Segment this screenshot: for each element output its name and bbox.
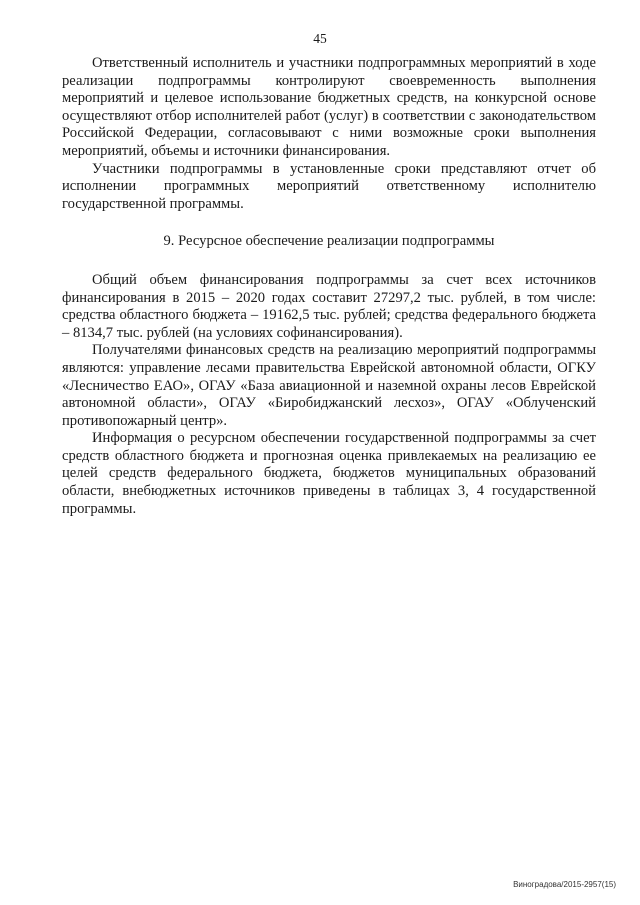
- section-heading: 9. Ресурсное обеспечение реализации подпрограммы: [163, 233, 495, 250]
- paragraph-total-financing: Общий объем финансирования подпрограммы за счет всех источников финансирования в 2015 – 2020 годах составит 27297,2 тыс. рублей, в том числе: средства областного бюджета – 19162,5 тыс. рублей; средства федерального бюджета – 8134,7 тыс. рублей (на условиях софинансирования).: [62, 271, 596, 341]
- paragraph-participants-report: Участники подпрограммы в установленные сроки представляют отчет об исполнении программных мероприятий ответственному исполнителю государственной программы.: [62, 160, 596, 212]
- page-number: 45: [313, 31, 327, 46]
- footer-document-code: Виноградова/2015-2957(15): [513, 880, 616, 889]
- paragraph-responsible-executor: Ответственный исполнитель и участники подпрограммных мероприятий в ходе реализации подпрограммы контролируют своевременность выполнения мероприятий и целевое использование бюджетных средств, на конкурсной основе осуществляют отбор исполнителей работ (услуг) в соответствии с законодательством Российской Федерации, согласовывают с ними возможные сроки выполнения мероприятий, объемы и источники финансирования.: [62, 55, 596, 159]
- paragraph-resource-information: Информация о ресурсном обеспечении государственной подпрограммы за счет средств областного бюджета и прогнозная оценка привлекаемых на реализацию ее целей средств федерального бюджета, бюджетов муниципальных образований области, внебюджетных источников приведены в таблицах 3, 4 государственной программы.: [62, 430, 596, 517]
- paragraph-fund-recipients: Получателями финансовых средств на реализацию мероприятий подпрограммы являются: управление лесами правительства Еврейской автономной области, ОГКУ «Лесничество ЕАО», ОГАУ «База авиационной и наземной охраны лесов Еврейской автономной области», ОГАУ «Биробиджанский лесхоз», ОГАУ «Облученский противопожарный центр».: [62, 342, 596, 429]
- document-body: [62, 55, 596, 518]
